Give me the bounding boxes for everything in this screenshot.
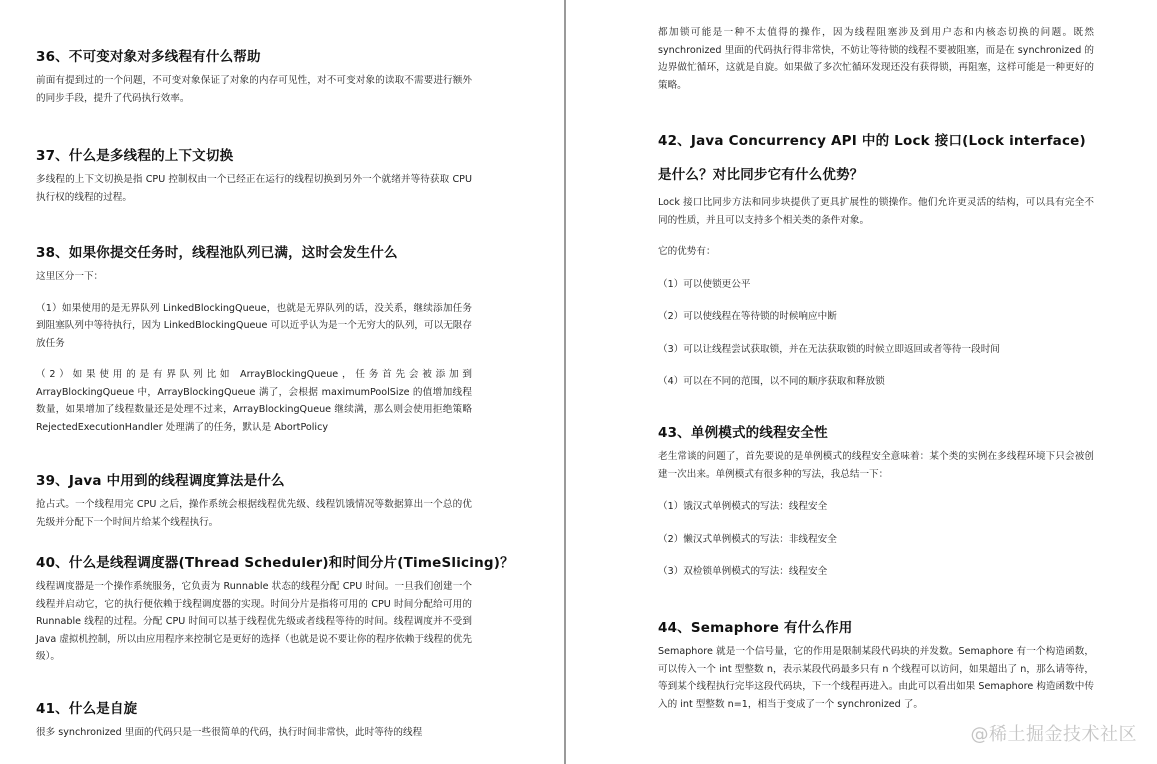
answer-paragraph: 都加锁可能是一种不太值得的操作，因为线程阻塞涉及到用户态和内核态切换的问题。既然 synchronized 里面的代码执行得非常快，不妨让等待锁的线程不要被阻塞，而是在 synchronized 的边界做忙循环，这就是自旋。如果做了多次忙循环发现还没有获得锁，再阻塞，这样可能是一种更好的策略。 bbox=[658, 27, 1094, 91]
list-item: （1）可以使锁更公平 bbox=[658, 278, 751, 290]
section-43 bbox=[658, 424, 1094, 581]
section-42 bbox=[658, 124, 1094, 391]
question-heading: 41、什么是自旋 bbox=[36, 701, 138, 717]
section-36 bbox=[36, 48, 472, 107]
list-item: （4）可以在不同的范围，以不同的顺序获取和释放锁 bbox=[658, 376, 885, 387]
answer-paragraph: （2）如果使用的是有界队列比如 ArrayBlockingQueue，任务首先会被添加到 ArrayBlockingQueue 中，ArrayBlockingQueue 满了，会根据 maximumPoolSize 的值增加线程数量，如果增加了线程数量还是处理不过来，ArrayBlockingQueue 继续满，那么则会使用拒绝策略 RejectedExecutionHandler 处理满了的任务，默认是 AbortPolicy bbox=[36, 369, 472, 433]
list-item: （2）可以使线程在等待锁的时候响应中断 bbox=[658, 311, 837, 322]
section-40 bbox=[36, 554, 514, 666]
answer-paragraph: 线程调度器是一个操作系统服务，它负责为 Runnable 状态的线程分配 CPU 时间。一旦我们创建一个线程并启动它，它的执行便依赖于线程调度器的实现。时间分片是指将可用的 CPU 时间分配给可用的 Runnable 线程的过程。分配 CPU 时间可以基于线程优先级或者线程等待的时间。线程调度并不受到 Java 虚拟机控制，所以由应用程序来控制它是更好的选择（也就是说不要让你的程序依赖于线程的优先级）。 bbox=[36, 581, 472, 662]
answer-paragraph: 老生常谈的问题了，首先要说的是单例模式的线程安全意味着：某个类的实例在多线程环境下只会被创建一次出来。单例模式有很多种的写法，我总结一下： bbox=[658, 451, 1094, 480]
question-heading: 39、Java 中用到的线程调度算法是什么 bbox=[36, 473, 285, 489]
list-item: （3）双检锁单例模式的写法：线程安全 bbox=[658, 566, 828, 577]
left-page bbox=[0, 0, 564, 764]
section-38 bbox=[36, 244, 472, 436]
answer-paragraph: （1）如果使用的是无界队列 LinkedBlockingQueue，也就是无界队列的话，没关系，继续添加任务到阻塞队列中等待执行，因为 LinkedBlockingQueue 可以近乎认为是一个无穷大的队列，可以无限存放任务 bbox=[36, 302, 472, 349]
question-heading: 40、什么是线程调度器(Thread Scheduler)和时间分片(TimeSlicing)？ bbox=[36, 555, 514, 571]
answer-paragraph: Lock 接口比同步方法和同步块提供了更具扩展性的锁操作。他们允许更灵活的结构，可以具有完全不同的性质，并且可以支持多个相关类的条件对象。 bbox=[658, 197, 1094, 226]
section-39 bbox=[36, 472, 472, 531]
question-heading: 38、如果你提交任务时，线程池队列已满，这时会发生什么 bbox=[36, 245, 398, 261]
section-37 bbox=[36, 147, 472, 206]
section-44 bbox=[658, 619, 1094, 713]
right-page bbox=[566, 0, 1157, 764]
answer-paragraph: 这里区分一下： bbox=[36, 271, 104, 282]
question-heading: 36、不可变对象对多线程有什么帮助 bbox=[36, 49, 261, 65]
question-heading: 42、Java Concurrency API 中的 Lock 接口(Lock interface)是什么？对比同步它有什么优势？ bbox=[658, 133, 1086, 183]
section-41 bbox=[36, 700, 472, 742]
answer-paragraph: Semaphore 就是一个信号量，它的作用是限制某段代码块的并发数。Semaphore 有一个构造函数，可以传入一个 int 型整数 n，表示某段代码最多只有 n 个线程可以访问，如果超出了 n，那么请等待，等到某个线程执行完毕这段代码块，下一个线程再进入。由此可以看出如果 Semaphore 构造函数中传入的 int 型整数 n=1，相当于变成了一个 synchronized 了。 bbox=[658, 646, 1094, 710]
list-item: （1）饿汉式单例模式的写法：线程安全 bbox=[658, 501, 828, 512]
list-item: （3）可以让线程尝试获取锁，并在无法获取锁的时候立即返回或者等待一段时间 bbox=[658, 343, 1000, 355]
question-heading: 37、什么是多线程的上下文切换 bbox=[36, 148, 234, 164]
answer-paragraph: 它的优势有： bbox=[658, 246, 716, 257]
answer-paragraph: 抢占式。一个线程用完 CPU 之后，操作系统会根据线程优先级、线程饥饿情况等数据算出一个总的优先级并分配下一个时间片给某个线程执行。 bbox=[36, 499, 472, 528]
answer-paragraph: 多线程的上下文切换是指 CPU 控制权由一个已经正在运行的线程切换到另外一个就绪并等待获取 CPU 执行权的线程的过程。 bbox=[36, 174, 472, 203]
watermark: @稀土掘金技术社区 bbox=[970, 724, 1137, 745]
section-41-continuation bbox=[658, 24, 1094, 94]
answer-paragraph: 前面有提到过的一个问题，不可变对象保证了对象的内存可见性，对不可变对象的读取不需要进行额外的同步手段，提升了代码执行效率。 bbox=[36, 75, 472, 104]
answer-paragraph: 很多 synchronized 里面的代码只是一些很简单的代码，执行时间非常快，此时等待的线程 bbox=[36, 727, 423, 738]
question-heading: 44、Semaphore 有什么作用 bbox=[658, 620, 853, 636]
question-heading: 43、单例模式的线程安全性 bbox=[658, 425, 828, 441]
list-item: （2）懒汉式单例模式的写法：非线程安全 bbox=[658, 533, 837, 545]
